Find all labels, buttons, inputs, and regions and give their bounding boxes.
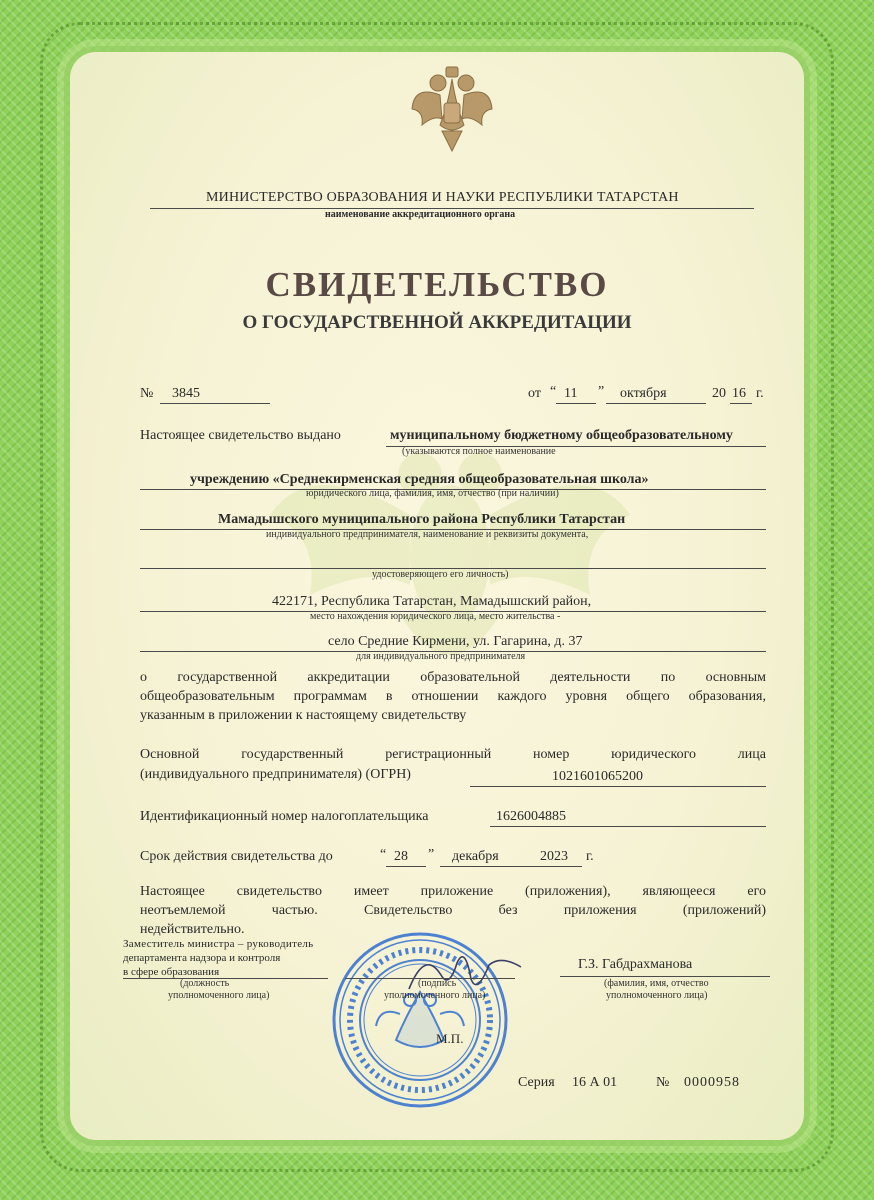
ogrn-underline bbox=[470, 786, 766, 787]
ogrn-label-2: (индивидуального предпринимателя) (ОГРН) bbox=[140, 767, 411, 782]
position-caption-2: уполномоченного лица) bbox=[168, 990, 270, 1001]
ogrn-value: 1021601065200 bbox=[552, 769, 643, 784]
validity-day: 28 bbox=[394, 849, 408, 864]
ministry-name: МИНИСТЕРСТВО ОБРАЗОВАНИЯ И НАУКИ РЕСПУБЛИКИ ТАТАРСТАН bbox=[206, 190, 679, 205]
issued-line-2: учреждению «Среднекирменская средняя общеобразовательная школа» bbox=[190, 472, 649, 487]
coat-of-arms-icon bbox=[410, 65, 494, 153]
date-prefix: от bbox=[528, 386, 541, 401]
accreditation-line-2: общеобразовательным программам в отношении каждого уровня общего образования, bbox=[140, 689, 766, 704]
signature-caption-2: уполномоченного лица) bbox=[384, 990, 486, 1001]
position-line-1: Заместитель министра – руководитель bbox=[123, 938, 314, 950]
validity-day-underline bbox=[386, 866, 426, 867]
validity-month-underline bbox=[440, 866, 538, 867]
series-value: 16 А 01 bbox=[572, 1075, 618, 1090]
issued-caption-6: для индивидуального предпринимателя bbox=[356, 651, 526, 662]
issued-address-1: 422171, Республика Татарстан, Мамадышский район, bbox=[272, 594, 592, 609]
validity-quote-open: “ bbox=[380, 847, 387, 862]
accreditation-line-3: указанным в приложении к настоящему свидетельству bbox=[140, 708, 467, 723]
validity-year-underline bbox=[536, 866, 582, 867]
year-underline bbox=[730, 403, 752, 404]
issued-intro: Настоящее свидетельство выдано bbox=[140, 428, 341, 443]
day-underline bbox=[556, 403, 596, 404]
form-number: 0000958 bbox=[684, 1075, 740, 1090]
signature-caption-1: (подпись bbox=[418, 978, 457, 989]
date-quote-close: ” bbox=[598, 384, 605, 399]
date-quote-open: “ bbox=[550, 384, 557, 399]
issued-address-2: село Средние Кирмени, ул. Гагарина, д. 37 bbox=[328, 634, 583, 649]
position-line-3: в сфере образования bbox=[123, 966, 220, 978]
name-caption-1: (фамилия, имя, отчество bbox=[604, 978, 709, 989]
annex-line-1: Настоящее свидетельство имеет приложение (приложения), являющееся его bbox=[140, 884, 766, 899]
seal-place-mark: М.П. bbox=[436, 1031, 464, 1046]
issue-month: октября bbox=[620, 386, 667, 401]
issued-caption-4: удостоверяющего его личность) bbox=[372, 569, 509, 580]
certificate-subtitle: О ГОСУДАРСТВЕННОЙ АККРЕДИТАЦИИ bbox=[242, 312, 632, 333]
issued-line-1: муниципальному бюджетному общеобразовательному bbox=[390, 428, 733, 443]
validity-label: Срок действия свидетельства до bbox=[140, 849, 333, 864]
number-underline bbox=[160, 403, 270, 404]
issued-caption-2: юридического лица, фамилия, имя, отчество (при наличии) bbox=[306, 488, 559, 499]
accreditation-line-1: о государственной аккредитации образовательной деятельности по основным bbox=[140, 670, 766, 685]
validity-year: 2023 bbox=[540, 849, 568, 864]
validity-quote-close: ” bbox=[428, 847, 435, 862]
issued-line-3: Мамадышского муниципального района Республики Татарстан bbox=[218, 512, 626, 527]
certificate-number: 3845 bbox=[172, 386, 200, 401]
annex-line-2: неотъемлемой частью. Свидетельство без приложения (приложений) bbox=[140, 903, 766, 918]
ministry-caption: наименование аккредитационного органа bbox=[325, 209, 516, 220]
ogrn-label-1: Основной государственный регистрационный номер юридического лица bbox=[140, 747, 766, 762]
position-caption-1: (должность bbox=[180, 978, 230, 989]
issued-caption-5: место нахождения юридического лица, место жительства - bbox=[310, 611, 561, 622]
position-line-2: департамента надзора и контроля bbox=[123, 952, 281, 964]
issue-day: 11 bbox=[564, 386, 578, 401]
number-sign: № bbox=[140, 386, 154, 401]
name-underline bbox=[560, 976, 770, 977]
inn-label: Идентификационный номер налогоплательщика bbox=[140, 809, 429, 824]
month-underline bbox=[606, 403, 706, 404]
issued-caption-3: индивидуального предпринимателя, наименование и реквизиты документа, bbox=[266, 529, 589, 540]
inn-underline bbox=[490, 826, 766, 827]
annex-line-3: недействительно. bbox=[140, 922, 245, 937]
series-label: Серия bbox=[518, 1075, 555, 1090]
validity-unit: г. bbox=[586, 849, 594, 864]
validity-month: декабря bbox=[452, 849, 499, 864]
certificate-title: СВИДЕТЕЛЬСТВО bbox=[265, 265, 609, 304]
year-suffix: 16 bbox=[732, 386, 746, 401]
issued-caption-1: (указываются полное наименование bbox=[402, 446, 556, 457]
inn-value: 1626004885 bbox=[496, 809, 566, 824]
form-number-sign: № bbox=[656, 1075, 670, 1090]
year-prefix: 20 bbox=[712, 386, 726, 401]
signatory-name: Г.З. Габдрахманова bbox=[578, 957, 693, 972]
year-unit: г. bbox=[756, 386, 764, 401]
name-caption-2: уполномоченного лица) bbox=[606, 990, 708, 1001]
